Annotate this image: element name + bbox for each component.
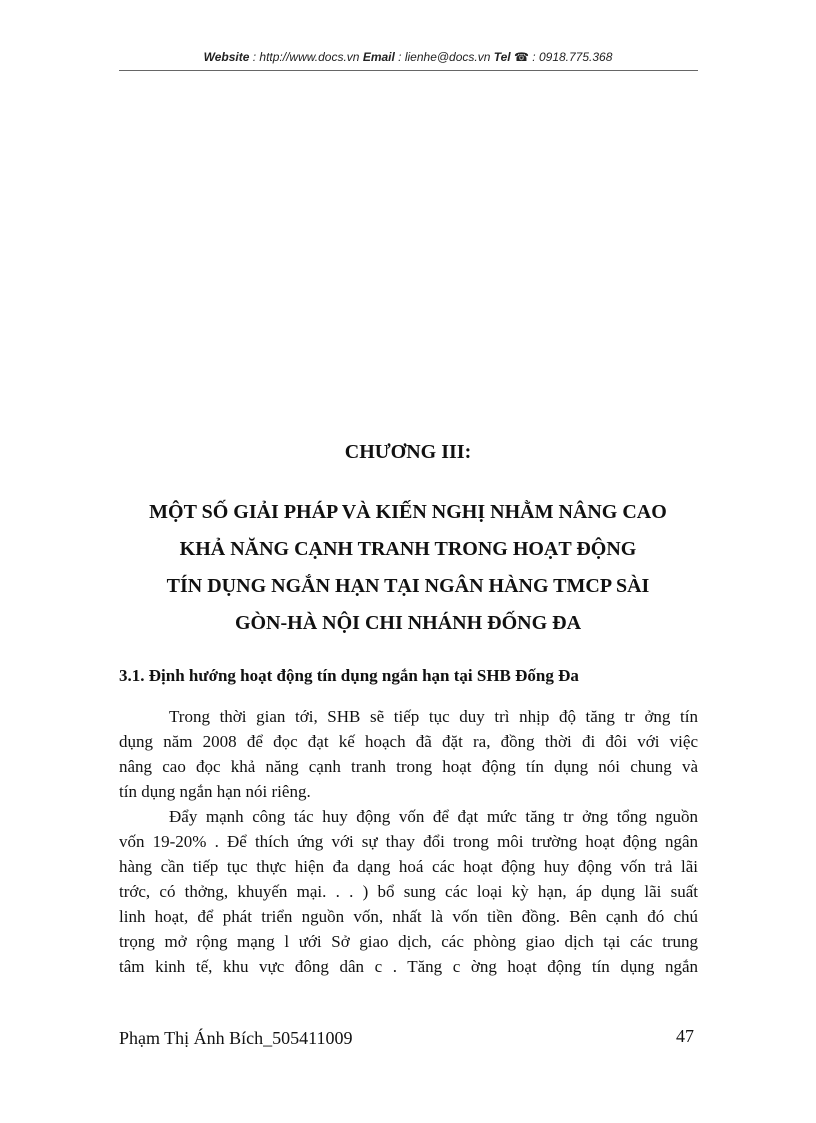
header-divider bbox=[119, 70, 698, 71]
title-line: KHẢ NĂNG CẠNH TRANH TRONG HOẠT ĐỘNG bbox=[179, 538, 637, 560]
body-line: tâm kinh tế, khu vực đông dân c . Tăng c ờng hoạt động tín dụng ngắn bbox=[119, 957, 698, 976]
body-line: dụng năm 2008 để đọc đạt kế hoạch đã đặt ra, đồng thời đi đôi với việc bbox=[119, 732, 698, 751]
section-heading: 3.1. Định hướng hoạt động tín dụng ngắn hạn tại SHB Đống Đa bbox=[119, 666, 579, 685]
title-line: TÍN DỤNG NGẮN HẠN TẠI NGÂN HÀNG TMCP SÀI bbox=[166, 575, 650, 597]
body-line: trớc, có thởng, khuyến mại. . . ) bổ sung các loại kỳ hạn, áp dụng lãi suất bbox=[119, 882, 698, 901]
body-line: nâng cao đọc khả năng cạnh tranh trong hoạt động tín dụng nói chung và bbox=[119, 757, 698, 776]
body-text bbox=[119, 704, 698, 979]
page-header bbox=[0, 50, 816, 64]
body-line: hàng cần tiếp tục thực hiện đa dạng hoá các hoạt động huy động vốn trả lãi bbox=[119, 857, 698, 876]
body-line: Trong thời gian tới, SHB sẽ tiếp tục duy trì nhịp độ tăng tr ởng tín bbox=[169, 707, 698, 726]
body-line: tín dụng ngắn hạn nói riêng. bbox=[119, 782, 311, 801]
footer-author: Phạm Thị Ánh Bích_505411009 bbox=[119, 1028, 353, 1048]
chapter-heading: CHƯƠNG III: bbox=[344, 441, 472, 463]
website-label: Website bbox=[203, 50, 250, 64]
chapter-title bbox=[80, 494, 736, 642]
phone-number: : 0918.775.368 bbox=[532, 50, 613, 64]
body-line: trọng mở rộng mạng l ưới Sở giao dịch, các phòng giao dịch tại các trung bbox=[119, 932, 698, 951]
email-address[interactable]: : lienhe@docs.vn bbox=[398, 50, 491, 64]
tel-label: Tel bbox=[493, 50, 511, 64]
body-line: linh hoạt, để phát triển nguồn vốn, nhất là vốn tiền đồng. Bên cạnh đó chú bbox=[119, 907, 698, 926]
body-line: Đẩy mạnh công tác huy động vốn để đạt mức tăng tr ởng tổng nguồn bbox=[169, 807, 698, 826]
phone-icon: ☎ bbox=[514, 50, 529, 64]
email-label: Email bbox=[362, 50, 395, 64]
website-url[interactable]: : http://www.docs.vn bbox=[252, 50, 360, 64]
body-line: vốn 19-20% . Để thích ứng với sự thay đổi trong môi trường hoạt động ngân bbox=[119, 832, 698, 851]
page-number: 47 bbox=[676, 1026, 694, 1046]
title-line: GÒN-HÀ NỘI CHI NHÁNH ĐỐNG ĐA bbox=[234, 612, 582, 634]
title-line: MỘT SỐ GIẢI PHÁP VÀ KIẾN NGHỊ NHẰM NÂNG CAO bbox=[149, 501, 667, 523]
